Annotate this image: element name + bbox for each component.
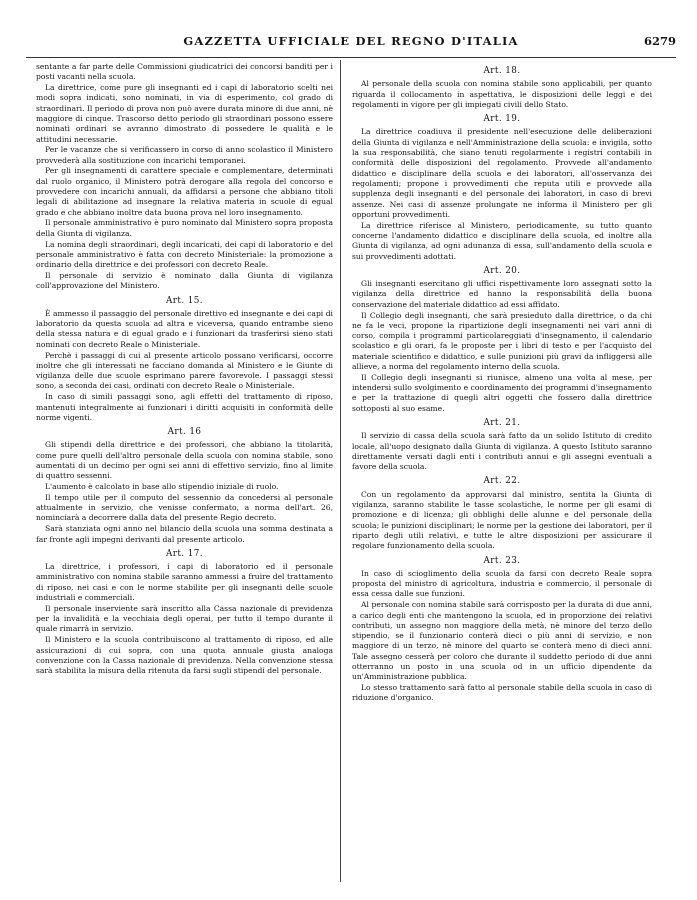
paragraph: Lo stesso trattamento sarà fatto al personale stabile della scuola in caso di riduzione d'organico. xyxy=(352,683,652,703)
article-heading: Art. 19. xyxy=(483,114,521,125)
paragraph: Gli insegnanti esercitano gli uffici rispettivamente loro assegnati sotto la vigilanza della direttrice ed hanno la responsabilità della buona conservazione del materiale didattico ad essi affidato. xyxy=(352,279,652,309)
paragraph: Gli stipendi della direttrice e dei professori, che abbiano la titolarità, come pure quelli dell'altro personale della scuola con nomina stabile, sono aumentati di un decimo per ogni sei anni di effettivo servizio, fino al limite di quattro sessenni. xyxy=(36,440,333,481)
paragraph: Il Collegio degli insegnanti, che sarà presieduto dalla direttrice, o da chi ne fa le veci, propone la ripartizione degli insegnamenti nei vari anni di corso, compila i programmi particolareggiati d'insegnamento, il calendario scolastico e gli orari, fa le proposte per i libri di testo e per l'acquisto del materiale scientifico e didattico, e sulle punizioni più gravi da infliggersi alle allieve, a norma del regolamento interno della scuola. xyxy=(352,310,652,372)
paragraph: Al personale con nomina stabile sarà corrisposto per la durata di due anni, a carico degli enti che mantengono la scuola, ed in proporzione dei relativi contributi, un assegno non maggiore della metà, nè minore del terzo dello stipendio, se il funzionario conterà dieci o più anni di servizio, e non maggiore di un terzo, nè minore del quarto se conterà meno di dieci anni. Tale assegno cesserà per coloro che durante il suddetto periodo di due anni otterranno un posto in una scuola od in un ufficio dipendente da un'Amministrazione pubblica. xyxy=(352,600,652,682)
paragraph: La direttrice, come pure gli insegnanti ed i capi di laboratorio scelti nei modi sopra indicati, sono nominati, in via di esperimento, col grado di straordinari. Il periodo di prova non può avere durata minore di due anni, nè maggiore di cinque. Trascorso detto periodo gli straordinari possono essere nominati ordinari se avranno dimostrato di possedere le qualità e le attitudini necessarie. xyxy=(36,83,333,144)
article-heading: Art. 16 xyxy=(167,427,202,438)
paragraph: Il personale di servizio è nominato dalla Giunta di vigilanza coll'approvazione del Ministero. xyxy=(36,270,333,291)
paragraph: Il servizio di cassa della scuola sarà fatto da un solido Istituto di credito locale, all'uopo designato dalla Giunta di vigilanza. A questo Istituto saranno direttamente versati dagli enti i contributi annui e gli assegni eventuali a favore della scuola. xyxy=(352,431,652,472)
article-heading: Art. 22. xyxy=(483,476,521,487)
paragraph: Il tempo utile per il computo del sessennio da concedersi al personale attualmente in servizio, che venisse confermato, a norma dell'art. 26, nominciarà a decorrere dalla data del presente Regio decreto. xyxy=(36,492,333,523)
article-heading: Art. 23. xyxy=(483,555,521,566)
running-title: GAZZETTA UFFICIALE DEL REGNO D'ITALIA xyxy=(183,34,519,48)
paragraph: La direttrice riferisce al Ministero, periodicamente, su tutto quanto concerne l'andamento didattico e disciplinare della scuola, ed inoltre alla Giunta di vigilanza, ad ogni adunanza di essa, sull'andamento della scuola e sui provvedimenti adottati. xyxy=(352,220,652,261)
paragraph: È ammesso il passaggio del personale direttivo ed insegnante e dei capi di laboratorio da questa scuola ad altra e viceversa, quando entrambe sieno della stessa natura e di egual grado e i funzionari da trasferirsi sieno stati nominati con decreto Reale o Ministeriale. xyxy=(36,308,333,349)
page-header xyxy=(26,34,676,50)
paragraph: Perchè i passaggi di cui al presente articolo possano verificarsi, occorre inoltre che gli interessati ne facciano domanda al Ministero e le Giunte di vigilanza delle due scuole esprimano parere favorevole. I passaggi stessi sono, a seconda dei casi, ordinati con decreto Reale o Ministeriale. xyxy=(36,350,333,391)
right-column xyxy=(352,62,652,892)
paragraph: sentante a far parte delle Commissioni giudicatrici dei concorsi banditi per i posti vacanti nella scuola. xyxy=(36,62,333,82)
page-number: 6279 xyxy=(643,34,676,48)
article-heading: Art. 15. xyxy=(166,295,203,306)
paragraph: La direttrice coadiuva il presidente nell'esecuzione delle deliberazioni della Giunta di vigilanza e nell'Amministrazione della scuola: e invigila, sotto la sua responsabilità, che siano tenuti regolarmente i registri contabili in conformità delle disposizioni del regolamento. Provvede all'andamento didattico e disciplinare della scuola e dei laboratori, all'osservanza dei regolamenti; propone i provvedimenti che reputa utili e provvede alla supplenza degli insegnanti e del personale dei laboratori, in caso di brevi assenze. Nei casi di assenze prolungate ne informa il Ministero per gli opportuni provvedimenti. xyxy=(352,127,652,219)
article-heading: Art. 17. xyxy=(166,548,203,559)
column-divider xyxy=(340,60,341,882)
left-column xyxy=(36,62,333,892)
paragraph: Con un regolamento da approvarsi dal ministro, sentita la Giunta di vigilanza, saranno stabilite le tasse scolastiche, le norme per gli esami di promozione e di licenza; gli obblighi delle alunne e del personale della scuola; le punizioni disciplinari; le norme per la gestione dei laboratori, per il riparto degli utili relativi, e tutte le altre disposizioni per assicurare il regolare funzionamento della scuola. xyxy=(352,489,652,551)
paragraph: Il Collegio degli insegnanti si riunisce, almeno una volta al mese, per intendersi sullo svolgimento e coordinamento dei programmi d'insegnamento e per la trattazione di quegli altri oggetti che fossero dalla direttrice sottoposti al suo esame. xyxy=(352,372,652,413)
paragraph: Al personale della scuola con nomina stabile sono applicabili, per quanto riguarda il collocamento in aspettativa, le disposizioni delle leggi e dei regolamenti in vigore per gli impiegati civili dello Stato. xyxy=(352,79,652,109)
paragraph: Il personale amministrativo è puro nominato dal Ministero sopra proposta della Giunta di vigilanza. xyxy=(36,218,333,238)
paragraph: L'aumento è calcolato in base allo stipendio iniziale di ruolo. xyxy=(45,482,279,492)
article-heading: Art. 21. xyxy=(483,418,521,428)
article-heading: Art. 18. xyxy=(483,66,521,76)
paragraph: Per gli insegnamenti di carattere speciale e complementare, determinati dal ruolo organico, il Ministero potrà derogare alla regola del concorso e provvedere con incarichi annuali, da affidarsi a persone che abbiano titoli legali di abilitazione ad insegnare la relativa materia in scuole di egual grado e che abbiano inoltre data buona prova nel loro insegnamento. xyxy=(36,166,333,217)
paragraph: Il Ministero e la scuola contribuiscono al trattamento di riposo, ed alle assicurazioni di cui sopra, con una quota annuale giusta analoga convenzione con la Cassa nazionale di previdenza. Nella convenzione stessa sarà stabilita la misura della ritenuta da farsi sugli stipendi del personale. xyxy=(36,635,333,676)
paragraph: La direttrice, i professori, i capi di laboratorio ed il personale amministrativo con nomina stabile saranno ammessi a fruire del trattamento di riposo, nei casi e con le norme stabilite per gli insegnanti delle scuole industriali e commerciali. xyxy=(36,562,333,603)
article-heading: Art. 20. xyxy=(483,265,521,276)
header-rule xyxy=(26,57,676,58)
paragraph: In caso di scioglimento della scuola da farsi con decreto Reale sopra proposta del ministro di agricoltura, industria e commercio, il personale di essa cessa dalle sue funzioni. xyxy=(352,568,652,599)
paragraph: Il personale inserviente sarà inscritto alla Cassa nazionale di previdenza per la invalidità e la vecchiaia degli operai, per tutto il tempo durante il quale rimarrà in servizio. xyxy=(36,603,333,634)
paragraph: In caso di simili passaggi sono, agli effetti del trattamento di riposo, mantenuti integralmente ai funzionari i diritti acquisiti in conformità delle norme vigenti. xyxy=(36,392,333,422)
paragraph: Sarà stanziata ogni anno nel bilancio della scuola una somma destinata a far fronte agli impegni derivanti dal presente articolo. xyxy=(36,524,333,544)
paragraph: Per le vacanze che si verificassero in corso di anno scolastico il Ministero provvederà alla sostituzione con incarichi temporanei. xyxy=(36,145,333,165)
paragraph: La nomina degli straordinari, degli incaricati, dei capi di laboratorio e del personale amministrativo è fatta con decreto Ministeriale: la promozione a ordinario della direttrice e dei professori con decreto Reale. xyxy=(36,239,333,270)
